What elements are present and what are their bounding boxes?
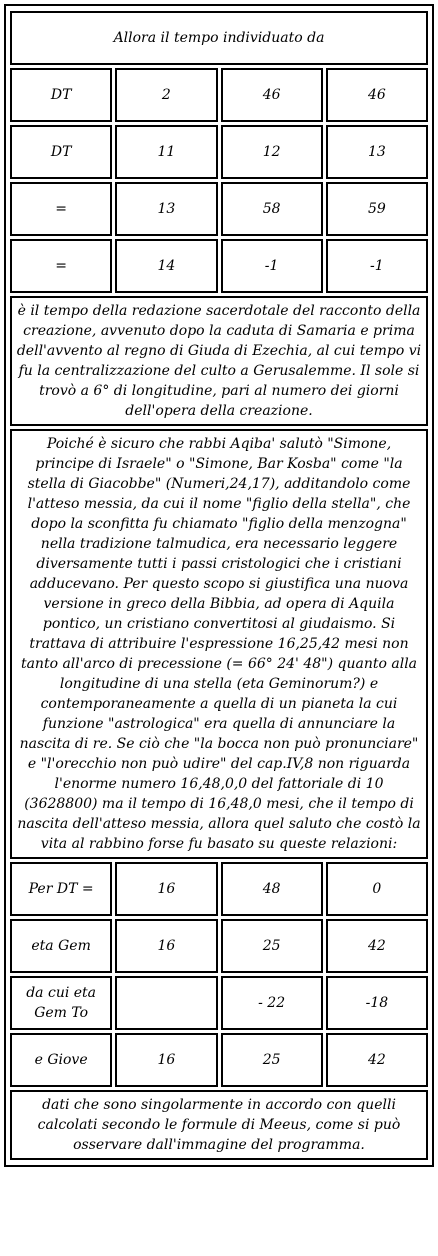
cell-label: DT: [10, 125, 112, 179]
document-page: [4, 4, 434, 1167]
cell-value: 13: [115, 182, 217, 236]
cell-value: 16: [115, 919, 217, 973]
cell-value: 11: [115, 125, 217, 179]
table-row: [10, 182, 428, 236]
table-row: [10, 1033, 428, 1087]
cell-label: da cui eta Gem To: [10, 976, 112, 1030]
title-cell: Allora il tempo individuato da: [10, 11, 428, 65]
cell-label: =: [10, 239, 112, 293]
cell-value: 42: [326, 1033, 428, 1087]
cell-value: 2: [115, 68, 217, 122]
table-row: [10, 68, 428, 122]
cell-value: 59: [326, 182, 428, 236]
paragraph-meeus: dati che sono singolarmente in accordo con quelli calcolati secondo le formule di Meeus, come si può osservare dall'immagine del programma.: [10, 1090, 428, 1160]
cell-value: -1: [326, 239, 428, 293]
table-row: [10, 919, 428, 973]
table-row: [10, 976, 428, 1030]
cell-value: 12: [221, 125, 323, 179]
cell-value: 25: [221, 919, 323, 973]
content-table: [7, 8, 431, 1163]
cell-value: 46: [326, 68, 428, 122]
cell-label: Per DT =: [10, 862, 112, 916]
cell-value: -18: [326, 976, 428, 1030]
cell-value: 25: [221, 1033, 323, 1087]
cell-value: - 22: [221, 976, 323, 1030]
cell-value: 42: [326, 919, 428, 973]
table-row: [10, 239, 428, 293]
paragraph-creation: è il tempo della redazione sacerdotale del racconto della creazione, avvenuto dopo la caduta di Samaria e prima dell'avvento al regno di Giuda di Ezechia, al cui tempo vi fu la centralizzazione del culto a Gerusalemme. Il sole si trovò a 6° di longitudine, pari al numero dei giorni dell'opera della creazione.: [10, 296, 428, 426]
cell-value: 13: [326, 125, 428, 179]
cell-label: =: [10, 182, 112, 236]
cell-label: e Giove: [10, 1033, 112, 1087]
cell-value: -1: [221, 239, 323, 293]
paragraph-aqiba: Poiché è sicuro che rabbi Aqiba' salutò "Simone, principe di Israele" o "Simone, Bar Kosba" come "la stella di Giacobbe" (Numeri,24,17), additandolo come l'atteso messia, da cui il nome "figlio della stella", che dopo la sconfitta fu chiamato "figlio della menzogna" nella tradizione talmudica, era necessario leggere diversamente tutti i passi cristologici che i cristiani adducevano. Per questo scopo si giustifica una nuova versione in greco della Bibbia, ad opera di Aquila pontico, un cristiano convertitosi al giudaismo. Si trattava di attribuire l'espressione 16,25,42 mesi non tanto all'arco di precessione (= 66° 24' 48") quanto alla longitudine di una stella (eta Geminorum?) e contemporaneamente a quella di un pianeta la cui funzione "astrologica" era quella di annunciare la nascita di re. Se ciò che "la bocca non può pronunciare" e "l'orecchio non può udire" del cap.IV,8 non riguarda l'enorme numero 16,48,0,0 del fattoriale di 10 (3628800) ma il tempo di 16,48,0 mesi, che il tempo di nascita dell'atteso messia, allora quel saluto che costò la vita al rabbino forse fu basato su queste relazioni:: [10, 429, 428, 859]
cell-value: 46: [221, 68, 323, 122]
cell-label: eta Gem: [10, 919, 112, 973]
cell-value: [115, 976, 217, 1030]
table-row: [10, 862, 428, 916]
cell-value: 16: [115, 1033, 217, 1087]
cell-value: 14: [115, 239, 217, 293]
cell-label: DT: [10, 68, 112, 122]
cell-value: 0: [326, 862, 428, 916]
cell-value: 48: [221, 862, 323, 916]
table-row: [10, 125, 428, 179]
cell-value: 16: [115, 862, 217, 916]
cell-value: 58: [221, 182, 323, 236]
